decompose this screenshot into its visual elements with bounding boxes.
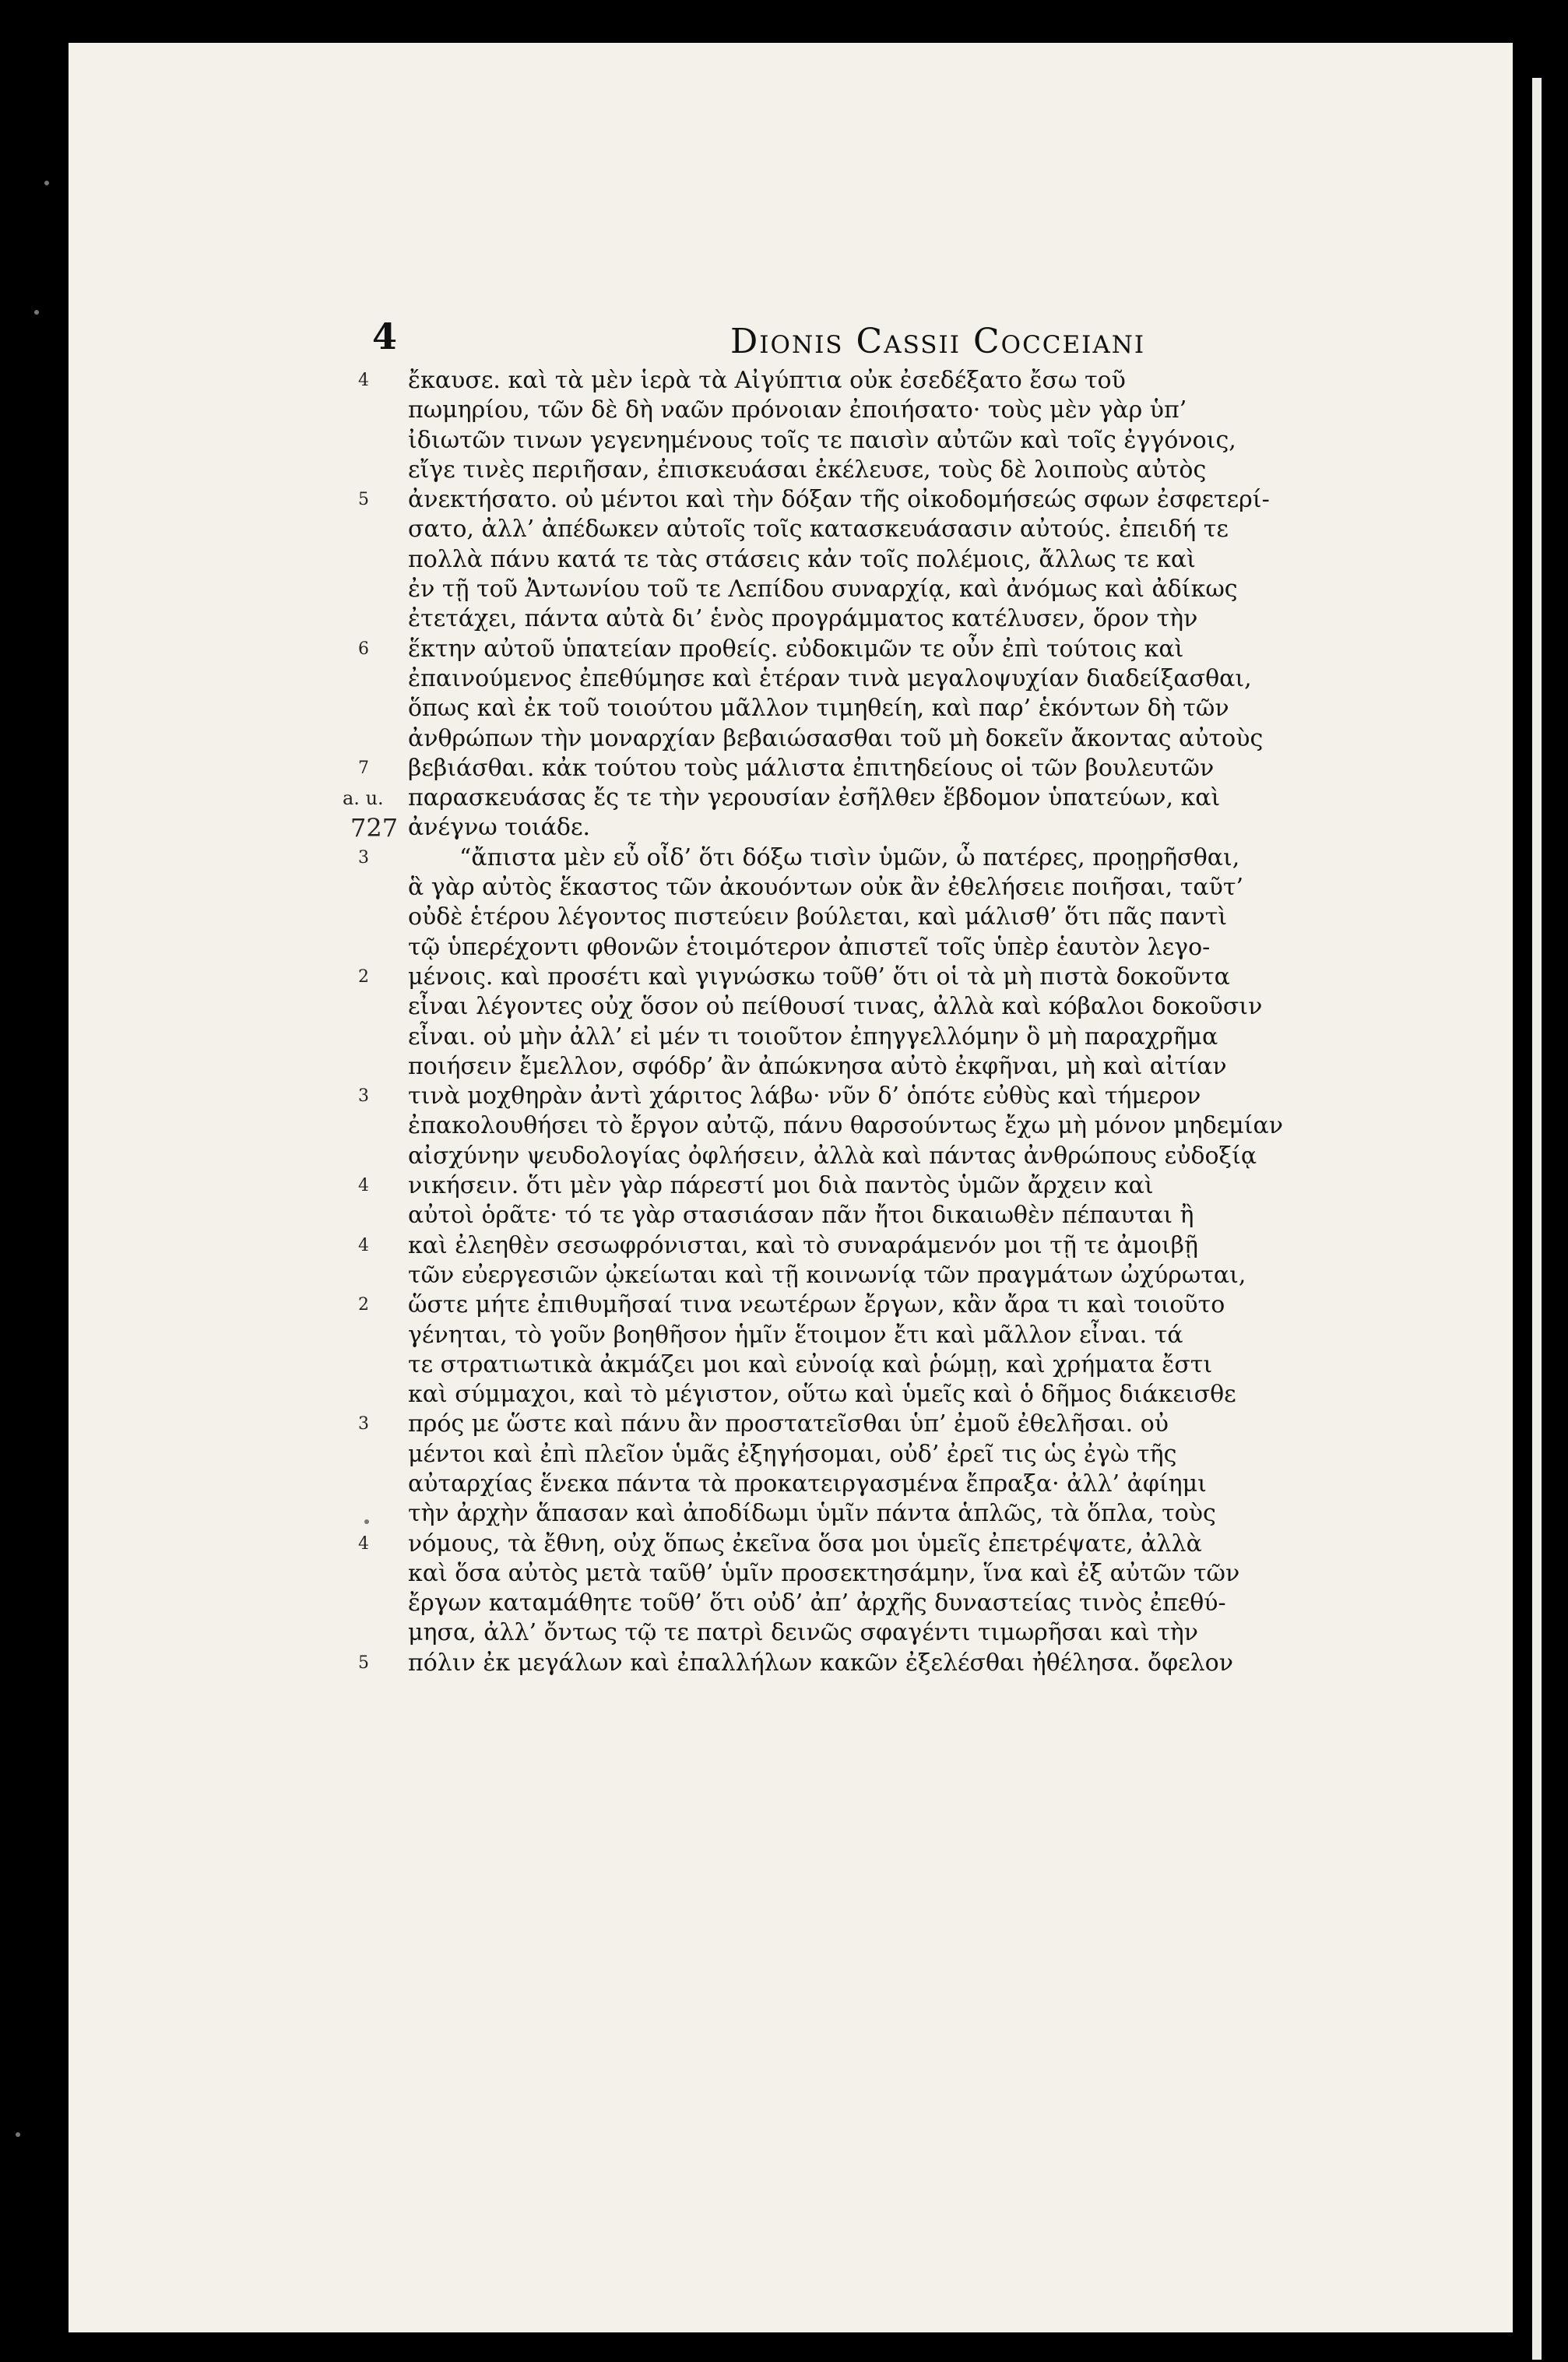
margin-note: 4 (358, 1176, 369, 1196)
text-line (358, 1499, 1464, 1529)
line-text: ἀνθρώπων τὴν μοναρχίαν βεβαιώσασθαι τοῦ μὴ δοκεῖν ἄκοντας αὐτοὺς (408, 724, 1264, 752)
text-line (358, 1261, 1464, 1290)
scan-speck (44, 181, 49, 185)
margin-note: 4 (358, 371, 369, 390)
text-line (358, 604, 1464, 634)
line-text: βεβιάσθαι. κἀκ τούτου τοὺς μάλιστα ἐπιτηδείους οἱ τῶν βουλευτῶν (408, 754, 1215, 782)
text-line (358, 456, 1464, 485)
greek-text-body (343, 366, 1464, 1678)
margin-note: 5 (358, 490, 369, 510)
scan-speck (364, 1519, 369, 1524)
text-line (358, 1470, 1464, 1499)
text-line (358, 366, 1464, 396)
line-text: εἶναι λέγοντες οὐχ ὅσον οὐ πείθουσί τινας, ἀλλὰ καὶ κόβαλοι δοκοῦσιν (408, 993, 1263, 1021)
text-line (358, 1082, 1464, 1111)
text-line (343, 783, 1464, 813)
text-line (358, 1321, 1464, 1350)
text-line (358, 396, 1464, 425)
line-text: εἴγε τινὲς περιῆσαν, ἐπισκευάσαι ἐκέλευσε, τοὺς δὲ λοιποὺς αὐτὸς (408, 456, 1207, 484)
margin-note: 2 (358, 966, 369, 987)
text-line (358, 992, 1464, 1022)
text-line (358, 754, 1464, 783)
text-line (358, 1440, 1464, 1470)
line-text: ποιήσειν ἔμελλον, σφόδρ’ ἂν ἀπώκνησα αὐτὸ ἐκφῆναι, μὴ καὶ αἰτίαν (408, 1052, 1227, 1080)
line-text: εἶναι. οὐ μὴν ἀλλ’ εἰ μέν τι τοιοῦτον ἐπηγγελλόμην ὃ μὴ παραχρῆμα (408, 1023, 1218, 1051)
text-line (358, 1142, 1464, 1171)
text-line (358, 1052, 1464, 1082)
text-line (358, 635, 1464, 664)
text-line (358, 724, 1464, 754)
margin-note: 2 (358, 1295, 369, 1315)
text-line (358, 873, 1464, 903)
line-text: ἐν τῇ τοῦ Ἀντωνίου τοῦ τε Λεπίδου συναρχίᾳ, καὶ ἀνόμως καὶ ἀδίκως (408, 576, 1238, 604)
text-line (358, 694, 1464, 723)
line-text: αὐτοὶ ὁρᾶτε· τό τε γὰρ στασιάσαν πᾶν ἤτοι δικαιωθὲν πέπαυται ἢ (408, 1202, 1194, 1230)
running-title: Dionis Cassii Cocceiani (730, 322, 1146, 361)
line-text: τινὰ μοχθηρὰν ἀντὶ χάριτος λάβω· νῦν δ’ ὁπότε εὐθὺς καὶ τήμερον (408, 1082, 1201, 1111)
text-line (358, 1231, 1464, 1261)
margin-note: 5 (358, 1653, 369, 1673)
line-text: ἀνέγνω τοιάδε. (408, 814, 591, 842)
line-text: ἔκαυσε. καὶ τὰ μὲν ἱερὰ τὰ Αἰγύπτια οὐκ ἐσεδέξατο ἔσω τοῦ (408, 367, 1126, 394)
scan-speck (16, 2132, 20, 2137)
text-line (358, 933, 1464, 963)
text-line (358, 1559, 1464, 1589)
line-text: καὶ ὅσα αὐτὸς μετὰ ταῦθ’ ὑμῖν προσεκτησάμην, ἵνα καὶ ἐξ αὐτῶν τῶν (408, 1559, 1240, 1587)
line-text: αἰσχύνην ψευδολογίας ὀφλήσειν, ἀλλὰ καὶ πάντας ἀνθρώπους εὐδοξίᾳ (408, 1142, 1257, 1170)
line-text: πρός με ὥστε καὶ πάνυ ἂν προστατεῖσθαι ὑπ’ ἐμοῦ ἐθελῆσαι. οὐ (408, 1410, 1169, 1438)
line-text: ἕκτην αὐτοῦ ὑπατείαν προθείς. εὐδοκιμῶν τε οὖν ἐπὶ τούτοις καὶ (408, 635, 1184, 663)
margin-note: 4 (358, 1235, 369, 1255)
line-text: “ἄπιστα μὲν εὖ οἶδ’ ὅτι δόξω τισὶν ὑμῶν, ὦ πατέρες, προῃρῆσθαι, (459, 843, 1240, 871)
line-text: πωμηρίου, τῶν δὲ δὴ ναῶν πρόνοιαν ἐποιήσατο· τοὺς μὲν γὰρ ὑπ’ (408, 396, 1187, 424)
line-text: τὴν ἀρχὴν ἅπασαν καὶ ἀποδίδωμι ὑμῖν πάντα ἁπλῶς, τὰ ὅπλα, τοὺς (408, 1500, 1216, 1528)
line-text: τῶν εὐεργεσιῶν ᾠκείωται καὶ τῇ κοινωνίᾳ τῶν πραγμάτων ὠχύρωται, (408, 1261, 1246, 1289)
text-line (358, 963, 1464, 992)
line-text: ὅπως καὶ ἐκ τοῦ τοιούτου μᾶλλον τιμηθείη, καὶ παρ’ ἑκόντων δὴ τῶν (408, 695, 1229, 723)
line-text: καὶ ἐλεηθὲν σεσωφρόνισται, καὶ τὸ συναράμενόν μοι τῇ τε ἀμοιβῇ (408, 1231, 1198, 1259)
margin-note: 3 (358, 847, 369, 868)
text-line (358, 426, 1464, 456)
margin-note: 7 (358, 758, 369, 778)
text-line (358, 1380, 1464, 1410)
line-text: οὐδὲ ἑτέρου λέγοντος πιστεύειν βούλεται, καὶ μάλισθ’ ὅτι πᾶς παντὶ (408, 903, 1228, 931)
text-line (358, 664, 1464, 694)
line-text: ἐπαινούμενος ἐπεθύμησε καὶ ἑτέραν τινὰ μεγαλοψυχίαν διαδείξασθαι, (408, 664, 1252, 692)
line-text: μησα, ἀλλ’ ὄντως τῷ τε πατρὶ δεινῶς σφαγέντι τιμωρῆσαι καὶ τὴν (408, 1619, 1198, 1647)
page-number: 4 (372, 315, 398, 357)
line-text: μένοις. καὶ προσέτι καὶ γιγνώσκω τοῦθ’ ὅτι οἱ τὰ μὴ πιστὰ δοκοῦντα (408, 963, 1230, 991)
margin-note: 3 (358, 1414, 369, 1434)
text-line (358, 903, 1464, 932)
text-line (358, 575, 1464, 604)
margin-note: 727 (350, 813, 399, 843)
text-line (358, 1350, 1464, 1380)
text-line (358, 545, 1464, 575)
margin-note: 4 (358, 1533, 369, 1554)
line-text: αὐταρχίας ἕνεκα πάντα τὰ προκατειργασμένα ἔπραξα· ἀλλ’ ἀφίημι (408, 1470, 1207, 1498)
margin-note: 3 (358, 1086, 369, 1107)
line-text: μέντοι καὶ ἐπὶ πλεῖον ὑμᾶς ἐξηγήσομαι, οὐδ’ ἐρεῖ τις ὡς ἐγὼ τῆς (408, 1440, 1177, 1468)
text-line (358, 1290, 1464, 1320)
line-text: τῷ ὑπερέχοντι φθονῶν ἑτοιμότερον ἀπιστεῖ τοῖς ὑπὲρ ἑαυτὸν λεγο- (408, 933, 1211, 961)
adjacent-page-edge (1532, 78, 1542, 2360)
text-line (358, 485, 1464, 515)
line-text: νικήσειν. ὅτι μὲν γὰρ πάρεστί μοι διὰ παντὸς ὑμῶν ἄρχειν καὶ (408, 1172, 1154, 1200)
text-line (358, 1023, 1464, 1052)
scan-speck (34, 310, 39, 315)
text-line (358, 1649, 1464, 1678)
line-text: ἐπακολουθήσει τὸ ἔργον αὐτῷ, πάνυ θαρσούντως ἔχω μὴ μόνον μηδεμίαν (408, 1112, 1283, 1140)
line-text: νόμους, τὰ ἔθνη, οὐχ ὅπως ἐκεῖνα ὅσα μοι ὑμεῖς ἐπετρέψατε, ἀλλὰ (408, 1529, 1202, 1558)
line-text: σατο, ἀλλ’ ἀπέδωκεν αὐτοῖς τοῖς κατασκευάσασιν αὐτούς. ἐπειδή τε (408, 516, 1229, 544)
line-text: καὶ σύμμαχοι, καὶ τὸ μέγιστον, οὕτω καὶ ὑμεῖς καὶ ὁ δῆμος διάκεισθε (408, 1381, 1236, 1409)
line-text: ἃ γὰρ αὐτὸς ἕκαστος τῶν ἀκουόντων οὐκ ἂν ἐθελήσειε ποιῆσαι, ταῦτ’ (408, 874, 1243, 902)
text-line (358, 1111, 1464, 1141)
text-line (358, 1618, 1464, 1648)
line-text: πόλιν ἐκ μεγάλων καὶ ἐπαλλήλων κακῶν ἐξελέσθαι ἠθέλησα. ὄφελον (408, 1649, 1233, 1677)
text-line (358, 1201, 1464, 1230)
text-line (358, 843, 1464, 873)
line-text: παρασκευάσας ἔς τε τὴν γερουσίαν ἐσῆλθεν ἕβδομον ὑπατεύων, καὶ (408, 784, 1221, 812)
line-text: ἐτετάχει, πάντα αὐτὰ δι’ ἑνὸς προγράμματος κατέλυσεν, ὅρον τὴν (408, 605, 1198, 633)
margin-note: a. u. (343, 787, 384, 810)
text-line (358, 1529, 1464, 1559)
line-text: τε στρατιωτικὰ ἀκμάζει μοι καὶ εὐνοίᾳ καὶ ῥώμῃ, καὶ χρήματα ἔστι (408, 1350, 1213, 1378)
margin-note: 6 (358, 639, 369, 659)
line-text: γένηται, τὸ γοῦν βοηθῆσον ἡμῖν ἕτοιμον ἔτι καὶ μᾶλλον εἶναι. τά (408, 1321, 1183, 1349)
text-line (358, 1589, 1464, 1618)
text-line (358, 1410, 1464, 1439)
line-text: ἔργων καταμάθητε τοῦθ’ ὅτι οὐδ’ ἀπ’ ἀρχῆς δυναστείας τινὸς ἐπεθύ- (408, 1589, 1226, 1617)
line-text: ὥστε μήτε ἐπιθυμῆσαί τινα νεωτέρων ἔργων, κἂν ἄρα τι καὶ τοιοῦτο (408, 1291, 1225, 1319)
page-header (372, 315, 1244, 370)
line-text: πολλὰ πάνυ κατά τε τὰς στάσεις κἀν τοῖς πολέμοις, ἄλλως τε καὶ (408, 545, 1196, 573)
text-line (350, 813, 1464, 843)
line-text: ἰδιωτῶν τινων γεγενημένους τοῖς τε παισὶν αὐτῶν καὶ τοῖς ἐγγόνοις, (408, 426, 1236, 454)
text-line (358, 515, 1464, 544)
text-line (358, 1171, 1464, 1201)
line-text: ἀνεκτήσατο. οὐ μέντοι καὶ τὴν δόξαν τῆς οἰκοδομήσεώς σφων ἐσφετερί- (408, 486, 1270, 514)
